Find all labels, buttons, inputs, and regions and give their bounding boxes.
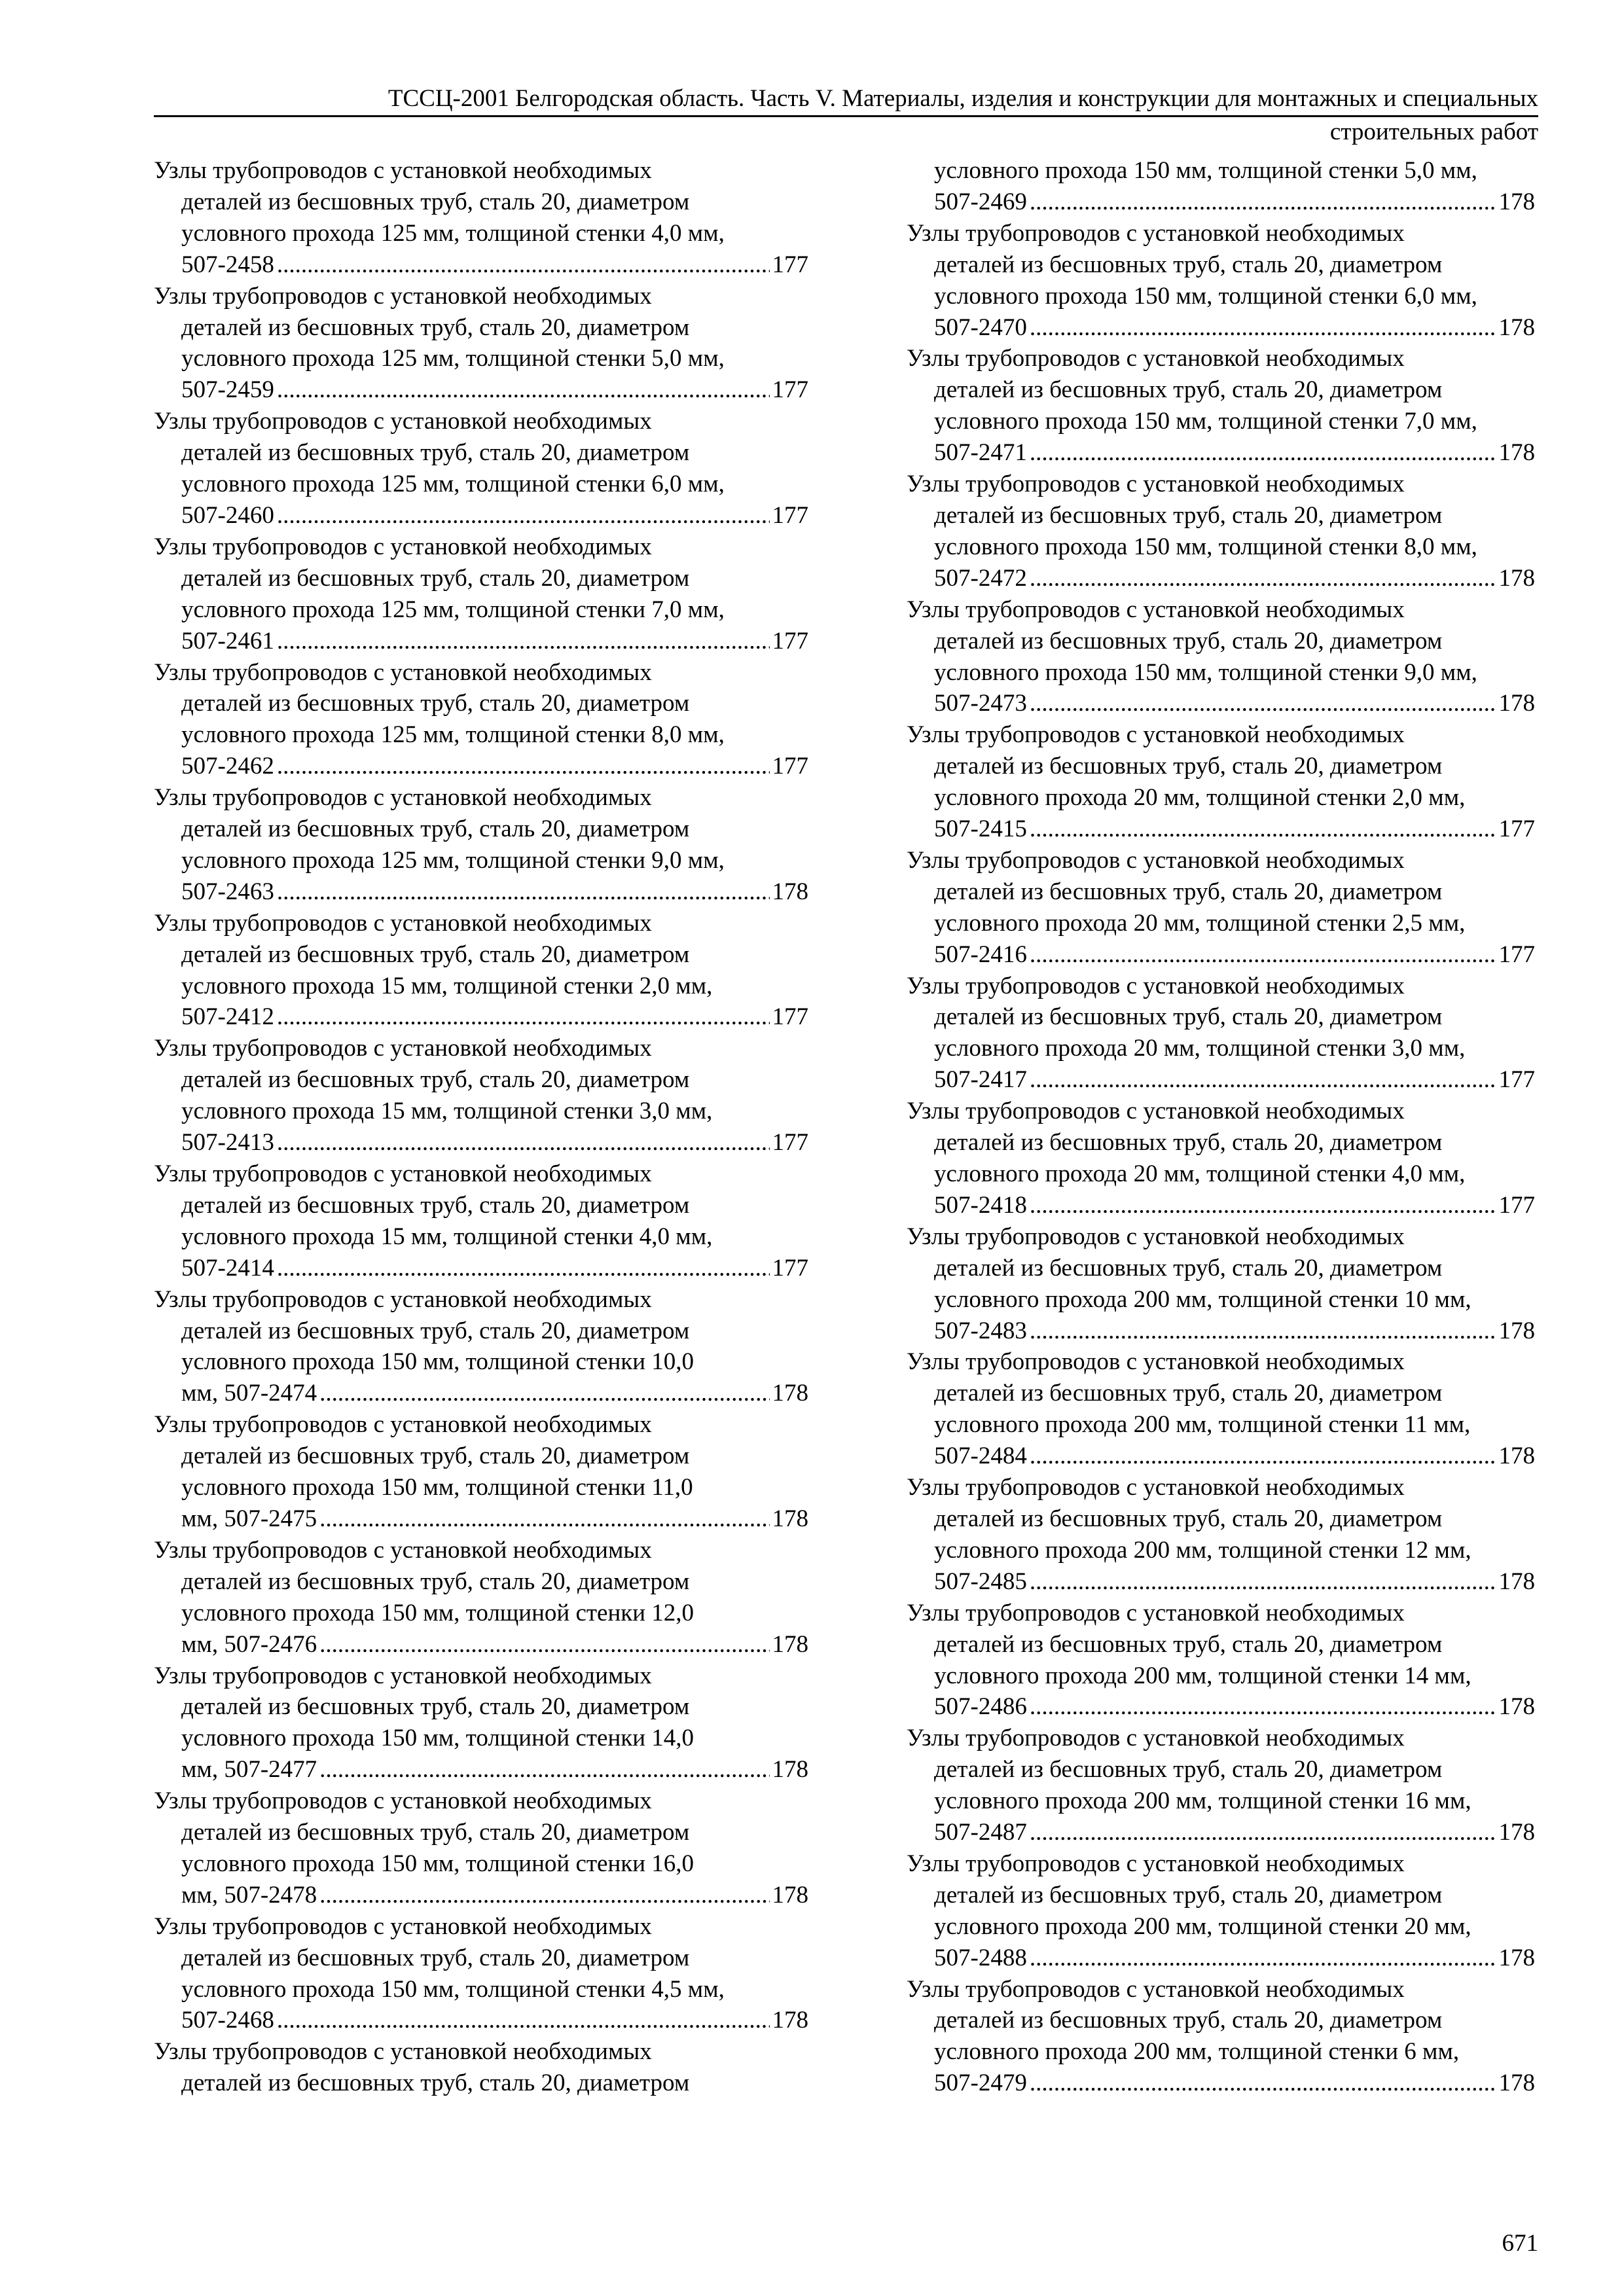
entry-code: 507-2415	[934, 816, 1027, 843]
index-entry	[907, 1221, 1535, 1347]
entry-text-line: условного прохода 150 мм, толщиной стенки 11,0	[181, 1474, 693, 1501]
entry-text-line: условного прохода 150 мм, толщиной стенки 5,0 мм,	[934, 157, 1477, 184]
entry-page-ref: 178	[1498, 188, 1535, 215]
entry-reference-line	[907, 187, 1535, 218]
entry-title-line: Узлы трубопроводов с установкой необходимых	[154, 408, 652, 435]
entry-title-line: Узлы трубопроводов с установкой необходимых	[907, 1725, 1405, 1752]
entry-reference-line	[154, 1001, 808, 1033]
entry-text-line: условного прохода 150 мм, толщиной стенки 7,0 мм,	[934, 408, 1477, 435]
dot-leader	[1030, 1943, 1496, 1974]
entry-reference-line	[154, 1503, 808, 1535]
header-title-line-1: ТССЦ-2001 Белгородская область. Часть V. Материалы, изделия и конструкции для монтажных и специальных	[388, 85, 1538, 112]
entry-text-line: деталей из бесшовных труб, сталь 20, диаметром	[181, 2070, 690, 2097]
entry-text-line: условного прохода 15 мм, толщиной стенки 3,0 мм,	[181, 1098, 713, 1125]
entry-text-line: деталей из бесшовных труб, сталь 20, диаметром	[934, 753, 1443, 780]
entry-page-ref: 177	[1498, 1191, 1535, 1219]
entry-code: 507-2470	[934, 314, 1027, 341]
entry-text-line: условного прохода 150 мм, толщиной стенки 16,0	[181, 1850, 695, 1877]
entry-title-line: Узлы трубопроводов с установкой необходимых	[907, 846, 1405, 874]
entry-text-line: условного прохода 200 мм, толщиной стенки 20 мм,	[934, 1912, 1471, 1940]
entry-text-line: деталей из бесшовных труб, сталь 20, диаметром	[934, 251, 1443, 278]
entry-text-line: условного прохода 200 мм, толщиной стенки 11 мм,	[934, 1411, 1471, 1439]
entry-text-line: условного прохода 200 мм, толщиной стенки 16 мм,	[934, 1787, 1471, 1815]
dot-leader	[1030, 563, 1496, 594]
entry-text-line: условного прохода 200 мм, толщиной стенки 10 мм,	[934, 1285, 1471, 1313]
entry-text-line: деталей из бесшовных труб, сталь 20, диаметром	[181, 1191, 690, 1219]
entry-reference-line	[907, 1316, 1535, 1347]
entry-page-ref: 178	[772, 1505, 808, 1532]
entry-code: 507-2462	[181, 753, 274, 780]
dot-leader	[319, 1880, 769, 1911]
entry-page-ref: 178	[772, 1380, 808, 1407]
header-title-line-2: строительных работ	[1329, 118, 1538, 145]
dot-leader	[277, 751, 770, 782]
entry-code: 507-2484	[934, 1443, 1027, 1470]
entry-title-line: Узлы трубопроводов с установкой необходимых	[907, 219, 1405, 247]
dot-leader	[1030, 1190, 1496, 1221]
entry-page-ref: 177	[772, 1003, 808, 1031]
entry-title-line: Узлы трубопроводов с установкой необходимых	[154, 1787, 652, 1815]
index-entry	[154, 1409, 808, 1535]
entry-text-line: деталей из бесшовных труб, сталь 20, диаметром	[181, 941, 690, 968]
entry-text-line: условного прохода 125 мм, толщиной стенки 8,0 мм,	[181, 721, 725, 749]
index-entry	[907, 469, 1535, 594]
entry-text-line: условного прохода 150 мм, толщиной стенки 12,0	[181, 1599, 695, 1626]
entry-reference-line	[154, 2005, 808, 2036]
entry-text-line: деталей из бесшовных труб, сталь 20, диаметром	[934, 1129, 1443, 1157]
index-entry-continuation	[907, 155, 1535, 218]
entry-code: 507-2469	[934, 188, 1027, 215]
entry-reference-line	[154, 1754, 808, 1785]
entry-reference-line	[154, 1378, 808, 1409]
entry-reference-line	[154, 374, 808, 406]
entry-page-ref: 177	[1498, 816, 1535, 843]
entry-reference-line	[154, 876, 808, 908]
dot-leader	[277, 1253, 770, 1284]
entry-reference-line	[154, 1253, 808, 1284]
entry-title-line: Узлы трубопроводов с установкой необходимых	[154, 784, 652, 812]
entry-title-line: Узлы трубопроводов с установкой необходимых	[154, 658, 652, 686]
entry-reference-line	[154, 751, 808, 782]
index-entry	[907, 1472, 1535, 1598]
entry-title-line: Узлы трубопроводов с установкой необходимых	[154, 157, 652, 184]
entry-text-line: деталей из бесшовных труб, сталь 20, диаметром	[934, 878, 1443, 905]
entry-text-line: деталей из бесшовных труб, сталь 20, диаметром	[934, 1756, 1443, 1784]
entry-text-line: деталей из бесшовных труб, сталь 20, диаметром	[181, 1443, 690, 1470]
entry-reference-line	[907, 1566, 1535, 1598]
index-column-left	[154, 155, 808, 2099]
entry-reference-line	[907, 437, 1535, 469]
entry-code: 507-2413	[181, 1129, 274, 1157]
page-number: 671	[1502, 2230, 1538, 2257]
index-entry	[907, 1723, 1535, 1848]
entry-code: 507-2460	[181, 501, 274, 529]
index-entry	[907, 719, 1535, 845]
entry-page-ref: 178	[1498, 690, 1535, 717]
entry-page-ref: 177	[1498, 941, 1535, 968]
entry-title-line: Узлы трубопроводов с установкой необходимых	[154, 1536, 652, 1564]
entry-text-line: условного прохода 150 мм, толщиной стенки 10,0	[181, 1348, 695, 1376]
entry-reference-line	[907, 1190, 1535, 1221]
entry-title-line: Узлы трубопроводов с установкой необходимых	[154, 909, 652, 937]
index-entry	[154, 1033, 808, 1158]
dot-leader	[277, 626, 770, 657]
index-entry	[154, 1535, 808, 1660]
entry-text-line: деталей из бесшовных труб, сталь 20, диаметром	[181, 1944, 690, 1971]
entry-text-line: деталей из бесшовных труб, сталь 20, диаметром	[934, 627, 1443, 655]
dot-leader	[1030, 1316, 1496, 1347]
entry-page-ref: 177	[772, 251, 808, 278]
entry-page-ref: 178	[1498, 1819, 1535, 1846]
entry-text-line: условного прохода 20 мм, толщиной стенки 4,0 мм,	[934, 1160, 1466, 1187]
dot-leader	[277, 876, 770, 908]
entry-title-line: Узлы трубопроводов с установкой необходимых	[154, 2038, 652, 2066]
entry-code: 507-2487	[934, 1819, 1027, 1846]
entry-text-line: условного прохода 20 мм, толщиной стенки 2,5 мм,	[934, 909, 1466, 937]
entry-code: 507-2412	[181, 1003, 274, 1031]
dot-leader	[319, 1754, 769, 1785]
entry-text-line: условного прохода 125 мм, толщиной стенки 6,0 мм,	[181, 471, 725, 498]
entry-code: 507-2458	[181, 251, 274, 278]
entry-code: 507-2485	[934, 1568, 1027, 1595]
entry-page-ref: 178	[1498, 1317, 1535, 1344]
entry-text-line: деталей из бесшовных труб, сталь 20, диаметром	[181, 1693, 690, 1721]
entry-text-line: условного прохода 200 мм, толщиной стенки 14 мм,	[934, 1662, 1471, 1689]
index-entry	[907, 1974, 1535, 2100]
entry-title-line: Узлы трубопроводов с установкой необходимых	[154, 533, 652, 560]
entry-code: мм, 507-2475	[181, 1505, 317, 1532]
dot-leader	[277, 374, 770, 406]
entry-text-line: деталей из бесшовных труб, сталь 20, диаметром	[181, 1317, 690, 1344]
dot-leader	[1030, 688, 1496, 719]
dot-leader	[1030, 1064, 1496, 1096]
entry-title-line: Узлы трубопроводов с установкой необходимых	[907, 1098, 1405, 1125]
entry-code: мм, 507-2476	[181, 1630, 317, 1658]
entry-code: мм, 507-2477	[181, 1756, 317, 1784]
entry-reference-line	[907, 814, 1535, 845]
entry-text-line: деталей из бесшовных труб, сталь 20, диаметром	[934, 501, 1443, 529]
dot-leader	[319, 1629, 769, 1660]
entry-code: 507-2473	[934, 690, 1027, 717]
entry-text-line: деталей из бесшовных труб, сталь 20, диаметром	[934, 1254, 1443, 1282]
entry-code: 507-2459	[181, 376, 274, 404]
entry-text-line: деталей из бесшовных труб, сталь 20, диаметром	[181, 314, 690, 341]
entry-page-ref: 177	[772, 1129, 808, 1157]
entry-reference-line	[907, 1817, 1535, 1848]
index-entry	[154, 908, 808, 1033]
entry-reference-line	[154, 249, 808, 281]
entry-text-line: деталей из бесшовных труб, сталь 20, диаметром	[181, 1066, 690, 1094]
entry-page-ref: 178	[772, 1630, 808, 1658]
entry-title-line: Узлы трубопроводов с установкой необходимых	[154, 1035, 652, 1062]
entry-page-ref: 178	[772, 1881, 808, 1909]
entry-title-line: Узлы трубопроводов с установкой необходимых	[907, 471, 1405, 498]
entry-text-line: условного прохода 125 мм, толщиной стенки 7,0 мм,	[181, 596, 725, 623]
entry-page-ref: 178	[1498, 564, 1535, 592]
entry-page-ref: 177	[772, 753, 808, 780]
entry-text-line: условного прохода 15 мм, толщиной стенки 4,0 мм,	[181, 1223, 713, 1250]
entry-page-ref: 178	[772, 2007, 808, 2034]
entry-page-ref: 178	[1498, 439, 1535, 467]
entry-text-line: деталей из бесшовных труб, сталь 20, диаметром	[181, 1568, 690, 1595]
dot-leader	[1030, 312, 1496, 344]
index-entry	[907, 971, 1535, 1096]
index-entry	[907, 594, 1535, 720]
dot-leader	[1030, 1817, 1496, 1848]
entry-code: 507-2488	[934, 1944, 1027, 1971]
entry-reference-line	[907, 939, 1535, 971]
dot-leader	[1030, 437, 1496, 469]
index-entry	[907, 343, 1535, 469]
entry-title-line: Узлы трубопроводов с установкой необходимых	[907, 1599, 1405, 1626]
entry-title-line: Узлы трубопроводов с установкой необходимых	[907, 972, 1405, 999]
index-entry	[154, 657, 808, 783]
entry-text-line: условного прохода 150 мм, толщиной стенки 9,0 мм,	[934, 658, 1477, 686]
index-entry	[907, 845, 1535, 971]
index-entry	[907, 218, 1535, 344]
dot-leader	[277, 249, 770, 281]
entry-page-ref: 177	[1498, 1066, 1535, 1094]
entry-code: 507-2468	[181, 2007, 274, 2034]
index-entry	[154, 1911, 808, 2037]
entry-reference-line	[907, 312, 1535, 344]
entry-text-line: условного прохода 125 мм, толщиной стенки 5,0 мм,	[181, 345, 725, 372]
entry-page-ref: 178	[1498, 1568, 1535, 1595]
entry-text-line: условного прохода 150 мм, толщиной стенки 8,0 мм,	[934, 533, 1477, 560]
entry-title-line: Узлы трубопроводов с установкой необходимых	[154, 282, 652, 310]
index-entry	[154, 281, 808, 406]
entry-reference-line	[154, 1880, 808, 1911]
entry-page-ref: 178	[1498, 314, 1535, 341]
entry-page-ref: 177	[772, 501, 808, 529]
entry-title-line: Узлы трубопроводов с установкой необходимых	[907, 1474, 1405, 1501]
index-entry	[154, 1785, 808, 1911]
entry-reference-line	[907, 1441, 1535, 1472]
entry-reference-line	[154, 626, 808, 657]
entry-text-line: условного прохода 125 мм, толщиной стенки 9,0 мм,	[181, 846, 725, 874]
index-entry	[154, 1284, 808, 1410]
entry-text-line: условного прохода 20 мм, толщиной стенки 3,0 мм,	[934, 1035, 1466, 1062]
entry-reference-line	[154, 500, 808, 531]
entry-reference-line	[154, 1629, 808, 1660]
index-entry	[907, 1848, 1535, 1974]
entry-reference-line	[907, 1691, 1535, 1723]
dot-leader	[1030, 939, 1496, 971]
dot-leader	[277, 1001, 770, 1033]
entry-page-ref: 178	[1498, 1693, 1535, 1721]
entry-page-ref: 178	[772, 1756, 808, 1784]
entry-reference-line	[907, 2068, 1535, 2099]
entry-title-line: Узлы трубопроводов с установкой необходимых	[154, 1160, 652, 1187]
entry-text-line: условного прохода 150 мм, толщиной стенки 4,5 мм,	[181, 1975, 725, 2003]
entry-title-line: Узлы трубопроводов с установкой необходимых	[907, 721, 1405, 749]
dot-leader	[319, 1378, 769, 1409]
index-entry-partial	[154, 2036, 808, 2099]
entry-title-line: Узлы трубопроводов с установкой необходимых	[907, 596, 1405, 623]
entry-text-line: деталей из бесшовных труб, сталь 20, диаметром	[934, 1380, 1443, 1407]
entry-text-line: условного прохода 20 мм, толщиной стенки 2,0 мм,	[934, 784, 1466, 812]
dot-leader	[277, 2005, 770, 2036]
entry-title-line: Узлы трубопроводов с установкой необходимых	[154, 1285, 652, 1313]
entry-page-ref: 178	[1498, 1944, 1535, 1971]
entry-reference-line	[907, 1943, 1535, 1974]
entry-title-line: Узлы трубопроводов с установкой необходимых	[154, 1662, 652, 1689]
entry-text-line: деталей из бесшовных труб, сталь 20, диаметром	[181, 1819, 690, 1846]
entry-text-line: деталей из бесшовных труб, сталь 20, диаметром	[934, 376, 1443, 404]
dot-leader	[1030, 1441, 1496, 1472]
entry-text-line: деталей из бесшовных труб, сталь 20, диаметром	[934, 2007, 1443, 2034]
entry-reference-line	[907, 688, 1535, 719]
dot-leader	[319, 1503, 769, 1535]
entry-title-line: Узлы трубопроводов с установкой необходимых	[907, 345, 1405, 372]
entry-reference-line	[154, 1127, 808, 1158]
entry-text-line: деталей из бесшовных труб, сталь 20, диаметром	[934, 1003, 1443, 1031]
entry-reference-line	[907, 563, 1535, 594]
entry-title-line: Узлы трубопроводов с установкой необходимых	[907, 1223, 1405, 1250]
index-entry	[154, 1158, 808, 1284]
entry-code: 507-2417	[934, 1066, 1027, 1094]
entry-page-ref: 178	[1498, 2070, 1535, 2097]
index-column-right	[907, 155, 1535, 2099]
dot-leader	[1030, 814, 1496, 845]
entry-code: 507-2418	[934, 1191, 1027, 1219]
entry-code: 507-2461	[181, 627, 274, 655]
index-entry	[907, 1096, 1535, 1221]
entry-code: 507-2483	[934, 1317, 1027, 1344]
entry-title-line: Узлы трубопроводов с установкой необходимых	[154, 1912, 652, 1940]
entry-code: 507-2472	[934, 564, 1027, 592]
dot-leader	[1030, 1691, 1496, 1723]
entry-code: мм, 507-2478	[181, 1881, 317, 1909]
entry-page-ref: 178	[1498, 1443, 1535, 1470]
entry-text-line: условного прохода 150 мм, толщиной стенки 6,0 мм,	[934, 282, 1477, 310]
entry-title-line: Узлы трубопроводов с установкой необходимых	[907, 1975, 1405, 2003]
entry-code: мм, 507-2474	[181, 1380, 317, 1407]
entry-text-line: деталей из бесшовных труб, сталь 20, диаметром	[934, 1505, 1443, 1532]
entry-text-line: деталей из бесшовных труб, сталь 20, диаметром	[181, 816, 690, 843]
entry-text-line: деталей из бесшовных труб, сталь 20, диаметром	[934, 1881, 1443, 1909]
entry-text-line: деталей из бесшовных труб, сталь 20, диаметром	[181, 690, 690, 717]
dot-leader	[277, 500, 770, 531]
index-entry	[154, 531, 808, 657]
index-entry	[154, 1660, 808, 1786]
entry-text-line: условного прохода 15 мм, толщиной стенки 2,0 мм,	[181, 972, 713, 999]
index-entry	[154, 782, 808, 908]
dot-leader	[277, 1127, 770, 1158]
index-entry	[907, 1346, 1535, 1472]
entry-text-line: деталей из бесшовных труб, сталь 20, диаметром	[181, 188, 690, 215]
entry-text-line: деталей из бесшовных труб, сталь 20, диаметром	[181, 564, 690, 592]
dot-leader	[1030, 187, 1496, 218]
entry-title-line: Узлы трубопроводов с установкой необходимых	[907, 1850, 1405, 1877]
index-entry	[154, 155, 808, 281]
entry-text-line: деталей из бесшовных труб, сталь 20, диаметром	[934, 1630, 1443, 1658]
index-entry	[154, 406, 808, 531]
entry-code: 507-2486	[934, 1693, 1027, 1721]
entry-page-ref: 177	[772, 1254, 808, 1282]
entry-text-line: деталей из бесшовных труб, сталь 20, диаметром	[181, 439, 690, 467]
entry-code: 507-2416	[934, 941, 1027, 968]
entry-code: 507-2479	[934, 2070, 1027, 2097]
entry-text-line: условного прохода 150 мм, толщиной стенки 14,0	[181, 1725, 695, 1752]
entry-text-line: условного прохода 125 мм, толщиной стенки 4,0 мм,	[181, 219, 725, 247]
entry-page-ref: 178	[772, 878, 808, 905]
entry-title-line: Узлы трубопроводов с установкой необходимых	[907, 1348, 1405, 1376]
entry-page-ref: 177	[772, 376, 808, 404]
index-entry	[907, 1598, 1535, 1723]
entry-code: 507-2414	[181, 1254, 274, 1282]
entry-page-ref: 177	[772, 627, 808, 655]
running-header	[154, 84, 1538, 147]
dot-leader	[1030, 1566, 1496, 1598]
entry-title-line: Узлы трубопроводов с установкой необходимых	[154, 1411, 652, 1439]
dot-leader	[1030, 2068, 1496, 2099]
entry-text-line: условного прохода 200 мм, толщиной стенки 12 мм,	[934, 1536, 1471, 1564]
entry-code: 507-2463	[181, 878, 274, 905]
entry-reference-line	[907, 1064, 1535, 1096]
entry-code: 507-2471	[934, 439, 1027, 467]
entry-text-line: условного прохода 200 мм, толщиной стенки 6 мм,	[934, 2038, 1460, 2066]
